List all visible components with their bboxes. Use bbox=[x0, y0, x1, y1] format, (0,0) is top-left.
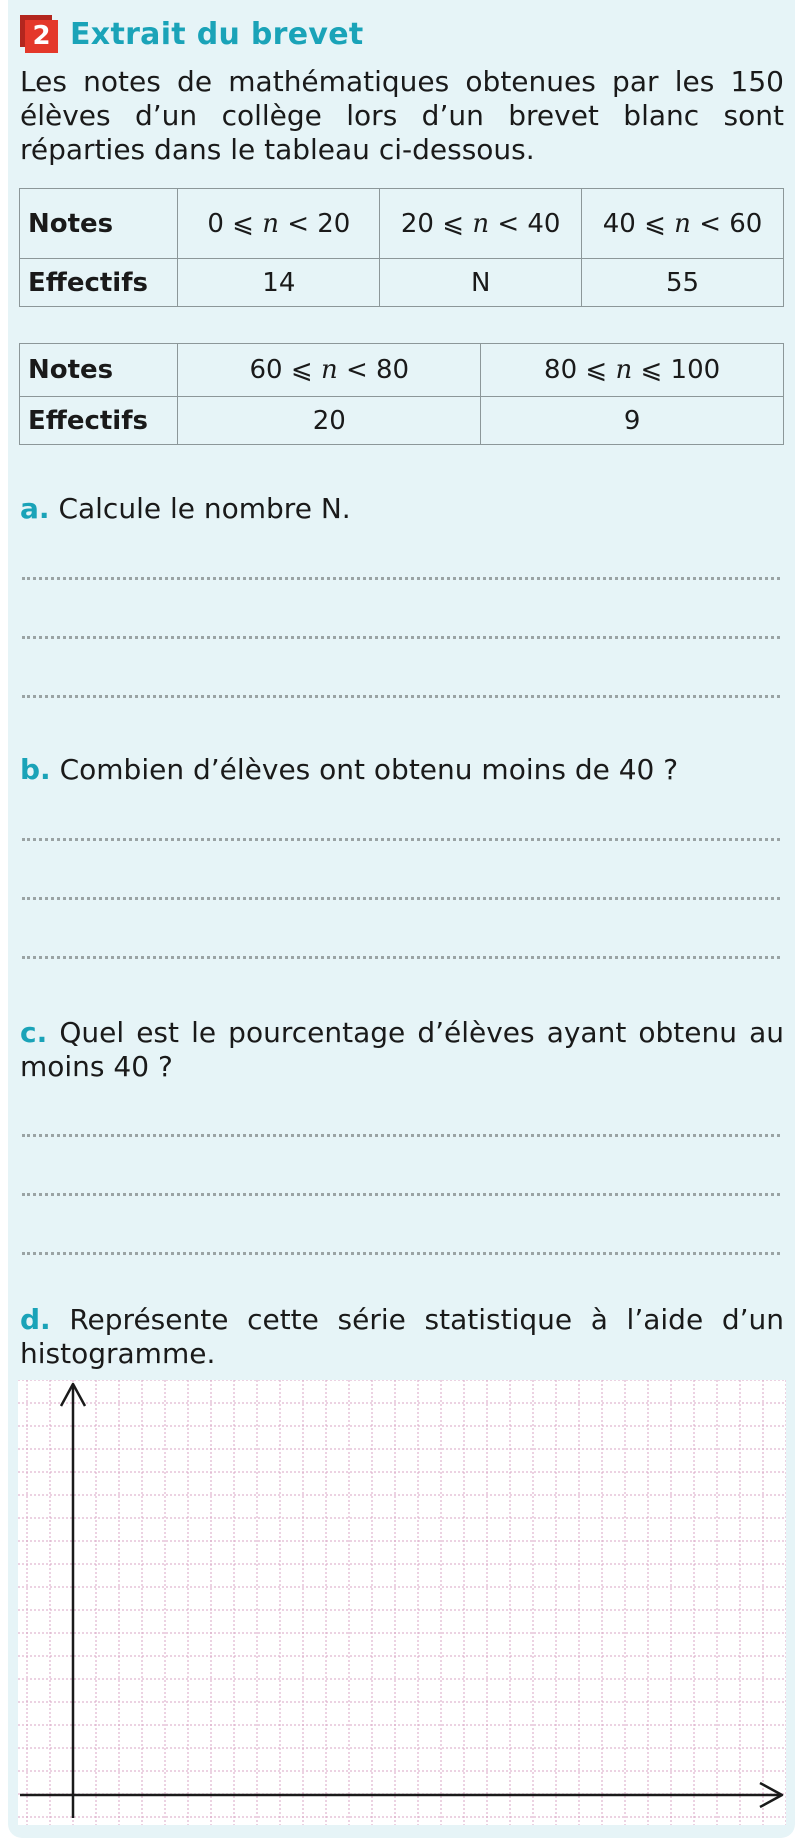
interval-cell: 20 ⩽ n < 40 bbox=[380, 189, 582, 259]
exercise-intro: Les notes de mathématiques obtenues par les 150 élèves d’un collège lors d’un brevet blanc sont réparties dans le tableau ci-dessous. bbox=[20, 65, 784, 166]
answer-line[interactable] bbox=[22, 695, 780, 698]
notes-table-1 bbox=[19, 188, 784, 307]
interval-cell: 80 ⩽ n ⩽ 100 bbox=[481, 344, 784, 397]
question-b bbox=[20, 753, 784, 787]
notes-table-2 bbox=[19, 343, 784, 445]
question-letter: d. bbox=[20, 1303, 51, 1336]
question-text: Combien d’élèves ont obtenu moins de 40 ? bbox=[59, 753, 679, 786]
row-label-effectifs: Effectifs bbox=[20, 259, 178, 307]
answer-line[interactable] bbox=[22, 1193, 780, 1196]
interval-cell: 0 ⩽ n < 20 bbox=[178, 189, 380, 259]
answer-line[interactable] bbox=[22, 636, 780, 639]
question-text: Calcule le nombre N. bbox=[58, 492, 351, 525]
row-label-notes: Notes bbox=[20, 344, 178, 397]
effectif-cell: 20 bbox=[178, 397, 481, 445]
question-letter: a. bbox=[20, 492, 50, 525]
answer-line[interactable] bbox=[22, 956, 780, 959]
answer-line[interactable] bbox=[22, 838, 780, 841]
interval-cell: 60 ⩽ n < 80 bbox=[178, 344, 481, 397]
exercise-number-badge bbox=[20, 15, 58, 53]
question-text: Représente cette série statistique à l’aide d’un histogramme. bbox=[20, 1303, 784, 1370]
question-letter: c. bbox=[20, 1016, 48, 1049]
exercise-header bbox=[20, 14, 364, 54]
row-label-effectifs: Effectifs bbox=[20, 397, 178, 445]
answer-line[interactable] bbox=[22, 897, 780, 900]
histogram-grid[interactable] bbox=[18, 1380, 786, 1825]
exercise-title: Extrait du brevet bbox=[70, 16, 364, 52]
grid-background bbox=[18, 1380, 786, 1825]
interval-cell: 40 ⩽ n < 60 bbox=[582, 189, 784, 259]
effectif-cell: 9 bbox=[481, 397, 784, 445]
answer-line[interactable] bbox=[22, 577, 780, 580]
effectif-cell: 55 bbox=[582, 259, 784, 307]
effectif-cell: 14 bbox=[178, 259, 380, 307]
question-d bbox=[20, 1303, 784, 1371]
question-text: Quel est le pourcentage d’élèves ayant obtenu au moins 40 ? bbox=[20, 1016, 784, 1083]
answer-line[interactable] bbox=[22, 1252, 780, 1255]
exercise-number: 2 bbox=[25, 20, 58, 53]
question-letter: b. bbox=[20, 753, 51, 786]
question-a bbox=[20, 492, 784, 526]
answer-line[interactable] bbox=[22, 1134, 780, 1137]
question-c bbox=[20, 1016, 784, 1084]
row-label-notes: Notes bbox=[20, 189, 178, 259]
effectif-cell: N bbox=[380, 259, 582, 307]
